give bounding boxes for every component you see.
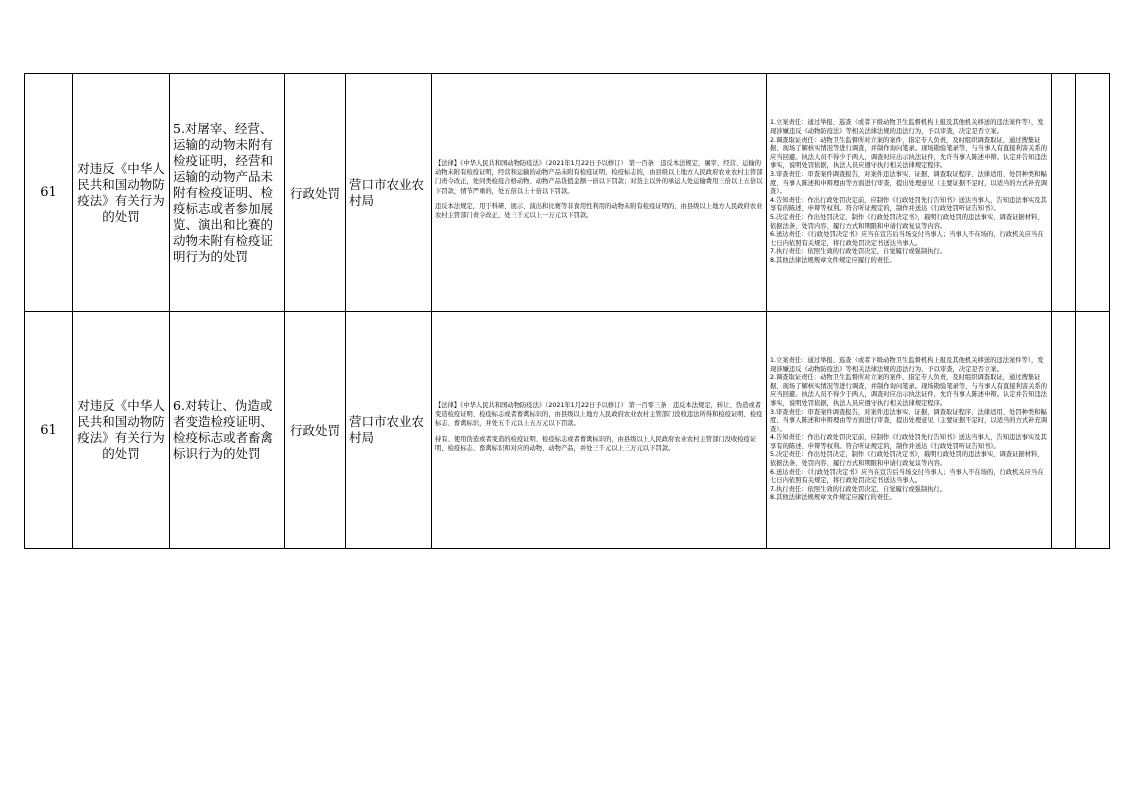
empty-cell: [1052, 74, 1076, 312]
duty-item: 8.其他法律法规规章文件规定应履行的责任。: [770, 494, 896, 502]
implementing-org: 营口市农业农村局: [346, 312, 432, 549]
row-number: 61: [25, 312, 73, 549]
duty-item: 6.送达责任：《行政处罚决定书》应当在宣告后当场交付当事人；当事人不在场的，行政机关应当在七日内依照有关规定，将行政处罚决定书送达当事人。: [770, 468, 1044, 485]
empty-cell: [1052, 312, 1076, 549]
duty-item: 4.告知责任：作出行政处罚决定前，应制作《行政处罚先行告知书》送达当事人，告知违法事实及其享有的陈述、申辩等权利。符合听证规定的，制作并送达《行政处罚听证告知书》。: [770, 196, 1047, 213]
penalty-table: [24, 73, 1110, 549]
empty-cell: [1076, 312, 1110, 549]
implementing-org: 营口市农业农村局: [346, 74, 432, 312]
sub-item: 5.对屠宰、经营、运输的动物未附有检疫证明，经营和运输的动物产品未附有检疫证明、检疫标志或者参加展览、演出和比赛的动物未附有检疫证明行为的处罚: [170, 74, 285, 312]
table-row: [25, 74, 1110, 312]
empty-cell: [1076, 74, 1110, 312]
duty-item: 5.决定责任：作出处罚决定，制作《行政处罚决定书》，载明行政处罚的违法事实、调查证据材料、依据法条、处罚内容、履行方式和期限和申请行政复议等内容。: [770, 213, 1044, 230]
item-name: 对违反《中华人民共和国动物防疫法》有关行为的处罚: [73, 74, 170, 312]
duty-item: 5.决定责任：作出处罚决定，制作《行政处罚决定书》，载明行政处罚的违法事实、调查证据材料、依据法条、处罚内容、履行方式和期限和申请行政复议等内容。: [770, 451, 1044, 468]
legal-basis: [432, 312, 767, 549]
duty-item: 1.立案责任：通过举报、巡查（或者下级动物卫生监督机构上报及其他机关移送的违法案件等），发现涉嫌违反《动物防疫法》等相关法律法规的违法行为，予以审查，决定是否立案。: [770, 356, 1044, 373]
basis-paragraph: 持有、使用伪造或者变造的检疫证明、检疫标志或者畜禽标识的，由县级以上人民政府农业农村主管部门没收检疫证明、检疫标志、畜禽标识和对应的动物、动物产品，并处三千元以上三万元以下罚款。: [435, 435, 757, 452]
table-row: [25, 312, 1110, 549]
duty-item: 1.立案责任：通过举报、巡查（或者下级动物卫生监督机构上报及其他机关移送的违法案件等），发现涉嫌违反《动物防疫法》等相关法律法规的违法行为，予以审查，决定是否立案。: [770, 119, 1044, 136]
duty-item: 7.执行责任：依照生效的行政处罚决定，自觉履行或强制执行。: [770, 485, 947, 493]
responsibility-list: [767, 74, 1052, 312]
responsibility-list: [767, 312, 1052, 549]
duty-item: 6.送达责任：《行政处罚决定书》应当在宣告后当场交付当事人；当事人不在场的，行政机关应当在七日内依照有关规定，将行政处罚决定书送达当事人。: [770, 231, 1044, 247]
duty-item: 3.审查责任：审查案件调查报告，对案件违法事实、证据、调查取证程序、法律适用、处罚种类和幅度、当事人陈述和申辩理由等方面进行审查，提出处理意见（主要证据不足时，以适当的方式补充调查）。: [770, 171, 1048, 196]
row-number: 61: [25, 74, 73, 312]
basis-paragraph: 违反本法规定，用于科研、展示、演出和比赛等非食用性利用的动物未附有检疫证明的，由县级以上地方人民政府农业农村主管部门责令改正，处三千元以上一万元以下罚款。: [435, 202, 763, 219]
legal-basis: [432, 74, 767, 312]
duty-item: 8.其他法律法规规章文件规定应履行的责任。: [770, 256, 896, 264]
basis-paragraph: 【法律】《中华人民共和国动物防疫法》（2021年1月22日予以修订） 第一百条 违反本法规定，屠宰、经营、运输的动物未附有检疫证明，经营和运输的动物产品未附有检疫证明、检疫标志的，由县级以上地方人民政府农业农村主管部门责令改正，处同类检疫合格动物、动物产品货值金额一倍以下罚款；对货主以外的承运人处运输费用三倍以上五倍以下罚款，情节严重的，处五倍以上十倍以下罚款。: [435, 159, 763, 195]
sub-item: 6.对转让、伪造或者变造检疫证明、检疫标志或者畜禽标识行为的处罚: [170, 312, 285, 549]
duty-item: 7.执行责任：依照生效的行政处罚决定，自觉履行或强制执行。: [770, 248, 947, 256]
item-name: 对违反《中华人民共和国动物防疫法》有关行为的处罚: [73, 312, 170, 549]
duty-item: 4.告知责任：作出行政处罚决定前，应制作《行政处罚先行告知书》送达当事人，告知违法事实及其享有的陈述、申辩等权利。符合听证规定的，制作并送达《行政处罚听证告知书》。: [770, 434, 1047, 450]
power-type: 行政处罚: [285, 312, 346, 549]
duty-item: 2.调查取证责任：动物卫生监督所对立案的案件，指定专人负责，及时组织调查取证，通过搜集证据、现场了解核实情况等进行调查，并制作询问笔录。现场勘验笔录等，与当事人有直接利害关系的应当回避。执法人员不得少于两人，调查时应出示执法证件，允许当事人陈述申辩。认定并告知违法事实，说明处罚依据，执法人员应遵守执行相关法律规定程序。: [770, 136, 1048, 170]
duty-item: 2.调查取证责任：动物卫生监督所对立案的案件，指定专人负责，及时组织调查取证，通过搜集证据、现场了解核实情况等进行调查，并制作询问笔录。现场勘验笔录等，与当事人有直接利害关系的应当回避。执法人员不得少于两人，调查时应出示执法证件，允许当事人陈述申辩。认定并告知违法事实，说明处罚依据，执法人员应遵守执行相关法律规定程序。: [770, 374, 1048, 407]
duty-item: 3.审查责任：审查案件调查报告，对案件违法事实、证据、调查取证程序、法律适用、处罚种类和幅度、当事人陈述和申辩理由等方面进行审查，提出处理意见（主要证据不足时，以适当的方式补充调查）。: [770, 408, 1048, 433]
power-type: 行政处罚: [285, 74, 346, 312]
basis-paragraph: 【法律】《中华人民共和国动物防疫法》（2021年1月22日予以修订） 第一百零三条 违反本法规定，转让、伪造或者变造检疫证明、检疫标志或者畜禽标识的，由县级以上地方人民政府农业农村主管部门没收违法所得和检疫证明、检疫标志、畜禽标识，并处五千元以上五万元以下罚款。: [435, 401, 763, 428]
